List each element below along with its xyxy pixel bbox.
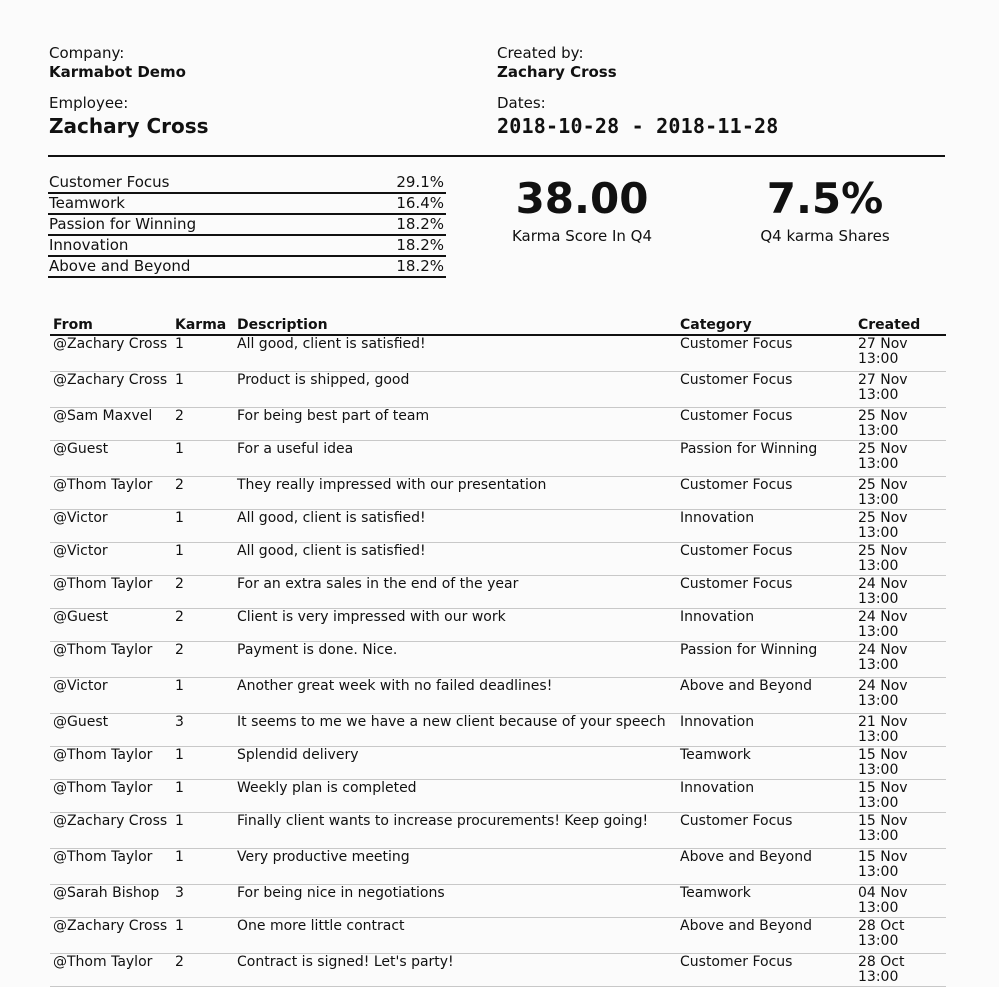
cell-category: Above and Beyond	[677, 849, 855, 885]
table-row	[50, 576, 946, 609]
table-row	[50, 372, 946, 408]
cell-created: 15 Nov 13:00	[855, 747, 946, 780]
table-row	[50, 642, 946, 678]
table-row	[50, 335, 946, 372]
cell-description: Product is shipped, good	[234, 372, 677, 408]
cell-category: Customer Focus	[677, 543, 855, 576]
cell-description: One more little contract	[234, 918, 677, 954]
cell-category: Teamwork	[677, 747, 855, 780]
company-name: Karmabot Demo	[49, 63, 186, 81]
category-name: Teamwork	[49, 194, 125, 212]
cell-karma: 1	[172, 813, 234, 849]
cell-from: @Thom Taylor	[50, 642, 172, 678]
cell-created: 25 Nov 13:00	[855, 477, 946, 510]
employee-name: Zachary Cross	[49, 114, 209, 138]
cell-created: 27 Nov 13:00	[855, 372, 946, 408]
category-row	[48, 194, 446, 215]
cell-from: @Thom Taylor	[50, 954, 172, 987]
category-percent: 18.2%	[396, 236, 444, 254]
created-by-block	[497, 44, 617, 82]
category-percent: 18.2%	[396, 215, 444, 233]
cell-category: Teamwork	[677, 885, 855, 918]
dates-label: Dates:	[497, 94, 546, 112]
column-header-description: Description	[234, 314, 677, 335]
cell-from: @Thom Taylor	[50, 747, 172, 780]
table-row	[50, 813, 946, 849]
cell-category: Innovation	[677, 714, 855, 747]
category-percent: 18.2%	[396, 257, 444, 275]
category-row	[48, 215, 446, 236]
cell-category: Passion for Winning	[677, 642, 855, 678]
cell-karma: 1	[172, 335, 234, 372]
column-header-from: From	[50, 314, 172, 335]
company-block	[49, 44, 186, 82]
cell-karma: 2	[172, 609, 234, 642]
cell-category: Innovation	[677, 510, 855, 543]
cell-from: @Victor	[50, 510, 172, 543]
cell-karma: 1	[172, 849, 234, 885]
employee-label: Employee:	[49, 94, 129, 112]
cell-created: 27 Nov 13:00	[855, 335, 946, 372]
cell-description: All good, client is satisfied!	[234, 335, 677, 372]
karma-score-stat	[492, 174, 672, 246]
cell-from: @Zachary Cross	[50, 813, 172, 849]
cell-description: Another great week with no failed deadlines!	[234, 678, 677, 714]
cell-description: For being nice in negotiations	[234, 885, 677, 918]
cell-from: @Sarah Bishop	[50, 885, 172, 918]
cell-karma: 2	[172, 576, 234, 609]
cell-created: 24 Nov 13:00	[855, 576, 946, 609]
table-row	[50, 918, 946, 954]
karma-share-stat	[735, 174, 915, 246]
cell-from: @Zachary Cross	[50, 918, 172, 954]
cell-created: 24 Nov 13:00	[855, 609, 946, 642]
cell-description: Contract is signed! Let's party!	[234, 954, 677, 987]
cell-karma: 1	[172, 678, 234, 714]
cell-created: 28 Oct 13:00	[855, 918, 946, 954]
cell-description: It seems to me we have a new client because of your speech	[234, 714, 677, 747]
cell-category: Above and Beyond	[677, 918, 855, 954]
column-header-created: Created	[855, 314, 946, 335]
cell-description: Weekly plan is completed	[234, 780, 677, 813]
dates-block	[497, 94, 779, 139]
company-label: Company:	[49, 44, 125, 62]
cell-karma: 1	[172, 747, 234, 780]
table-row	[50, 954, 946, 987]
table-row	[50, 849, 946, 885]
category-name: Passion for Winning	[49, 215, 197, 233]
cell-created: 25 Nov 13:00	[855, 510, 946, 543]
table-row	[50, 543, 946, 576]
cell-description: Payment is done. Nice.	[234, 642, 677, 678]
cell-karma: 1	[172, 543, 234, 576]
created-by-label: Created by:	[497, 44, 584, 62]
cell-from: @Thom Taylor	[50, 576, 172, 609]
table-header-row	[50, 314, 946, 335]
cell-created: 28 Oct 13:00	[855, 954, 946, 987]
cell-description: Very productive meeting	[234, 849, 677, 885]
cell-category: Customer Focus	[677, 335, 855, 372]
table-row	[50, 780, 946, 813]
table-row	[50, 510, 946, 543]
cell-category: Customer Focus	[677, 954, 855, 987]
cell-karma: 1	[172, 780, 234, 813]
cell-category: Customer Focus	[677, 477, 855, 510]
cell-description: All good, client is satisfied!	[234, 543, 677, 576]
category-breakdown	[48, 173, 446, 278]
category-row	[48, 236, 446, 257]
cell-from: @Guest	[50, 609, 172, 642]
cell-description: Splendid delivery	[234, 747, 677, 780]
table-row	[50, 885, 946, 918]
cell-from: @Thom Taylor	[50, 477, 172, 510]
table-row	[50, 747, 946, 780]
cell-description: For being best part of team	[234, 408, 677, 441]
cell-category: Customer Focus	[677, 372, 855, 408]
table-row	[50, 477, 946, 510]
created-by-name: Zachary Cross	[497, 63, 617, 81]
cell-category: Above and Beyond	[677, 678, 855, 714]
cell-from: @Victor	[50, 543, 172, 576]
cell-created: 15 Nov 13:00	[855, 780, 946, 813]
cell-created: 24 Nov 13:00	[855, 642, 946, 678]
cell-category: Innovation	[677, 780, 855, 813]
cell-from: @Victor	[50, 678, 172, 714]
cell-description: Finally client wants to increase procurements! Keep going!	[234, 813, 677, 849]
cell-from: @Guest	[50, 714, 172, 747]
category-percent: 16.4%	[396, 194, 444, 212]
cell-created: 15 Nov 13:00	[855, 849, 946, 885]
cell-from: @Zachary Cross	[50, 372, 172, 408]
cell-karma: 3	[172, 885, 234, 918]
cell-from: @Guest	[50, 441, 172, 477]
karma-transactions-table	[50, 314, 946, 987]
cell-karma: 2	[172, 642, 234, 678]
cell-from: @Zachary Cross	[50, 335, 172, 372]
cell-created: 25 Nov 13:00	[855, 543, 946, 576]
cell-category: Customer Focus	[677, 408, 855, 441]
category-name: Innovation	[49, 236, 129, 254]
cell-created: 21 Nov 13:00	[855, 714, 946, 747]
cell-description: All good, client is satisfied!	[234, 510, 677, 543]
cell-description: For a useful idea	[234, 441, 677, 477]
column-header-karma: Karma	[172, 314, 234, 335]
cell-created: 24 Nov 13:00	[855, 678, 946, 714]
cell-category: Customer Focus	[677, 813, 855, 849]
cell-karma: 1	[172, 372, 234, 408]
date-range: 2018-10-28 - 2018-11-28	[497, 114, 779, 138]
category-row	[48, 257, 446, 278]
category-row	[48, 173, 446, 194]
cell-from: @Thom Taylor	[50, 849, 172, 885]
karma-score-label: Karma Score In Q4	[511, 227, 653, 245]
cell-created: 25 Nov 13:00	[855, 441, 946, 477]
cell-karma: 2	[172, 954, 234, 987]
cell-created: 25 Nov 13:00	[855, 408, 946, 441]
karma-score-value: 38.00	[515, 174, 649, 223]
cell-description: Client is very impressed with our work	[234, 609, 677, 642]
table-row	[50, 678, 946, 714]
category-name: Above and Beyond	[49, 257, 191, 275]
cell-category: Customer Focus	[677, 576, 855, 609]
category-name: Customer Focus	[49, 173, 170, 191]
cell-category: Innovation	[677, 609, 855, 642]
cell-created: 15 Nov 13:00	[855, 813, 946, 849]
cell-description: For an extra sales in the end of the year	[234, 576, 677, 609]
karma-share-value: 7.5%	[766, 174, 884, 223]
cell-karma: 2	[172, 477, 234, 510]
category-percent: 29.1%	[396, 173, 444, 191]
table-row	[50, 408, 946, 441]
cell-karma: 1	[172, 441, 234, 477]
table-row	[50, 441, 946, 477]
cell-karma: 2	[172, 408, 234, 441]
cell-from: @Thom Taylor	[50, 780, 172, 813]
column-header-category: Category	[677, 314, 855, 335]
karma-share-label: Q4 karma Shares	[760, 227, 890, 245]
cell-category: Passion for Winning	[677, 441, 855, 477]
cell-created: 04 Nov 13:00	[855, 885, 946, 918]
table-row	[50, 609, 946, 642]
table-row	[50, 714, 946, 747]
cell-karma: 3	[172, 714, 234, 747]
cell-karma: 1	[172, 510, 234, 543]
header-divider	[48, 155, 945, 157]
cell-from: @Sam Maxvel	[50, 408, 172, 441]
cell-description: They really impressed with our presentation	[234, 477, 677, 510]
employee-block	[49, 94, 209, 139]
cell-karma: 1	[172, 918, 234, 954]
